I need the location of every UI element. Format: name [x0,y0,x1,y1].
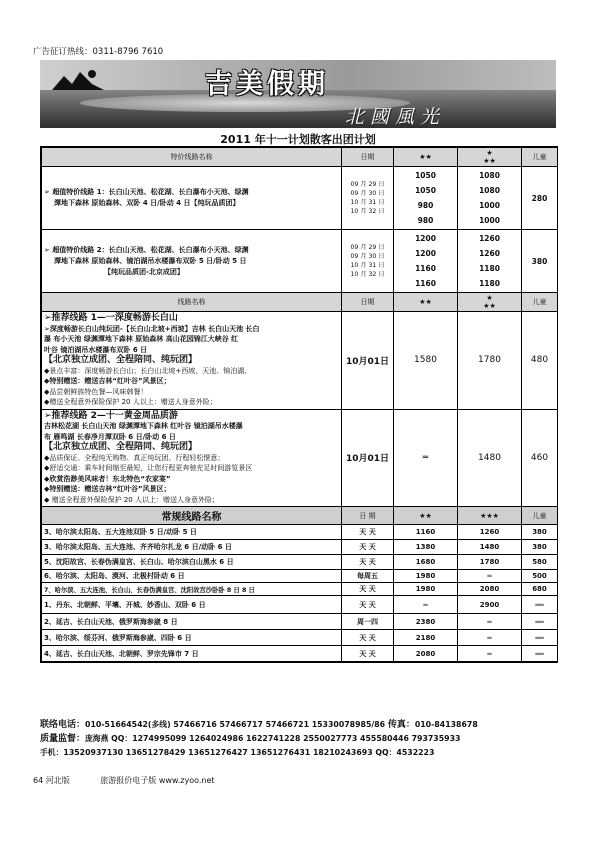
regular-route-date: 天 天 [342,540,394,555]
regular-route-date: 天 天 [342,525,394,540]
regular-route-name: 6、哈尔滨、太阳岛、漠河、北极村卧动 6 日 [42,570,342,583]
recommend-route-1-child: 480 [522,312,558,410]
recommend-route-1-price-2star: 1580 [394,312,458,410]
regular-route-price-2star: 1980 [394,570,458,583]
special-header-row [42,148,558,167]
regular-route-price-3star: 2900 [458,596,522,614]
regular-route-price-3star: 1780 [458,555,522,570]
col-child: 儿童 [522,507,558,525]
regular-route-name: 4、延吉、长白山天池、北朝鲜、罗宗先锋市 7 日 [42,646,342,662]
regular-route-child: 380 [522,540,558,555]
schedule-table [40,146,558,663]
table-row [42,630,558,646]
table-row [42,312,558,410]
regular-route-price-3star: 1260 [458,525,522,540]
special-route-1-dates: 09 月 29 日 09 月 30 日 10 月 31 日 10 月 32 日 [342,167,394,230]
col-3star: ★ ★★ [458,293,522,312]
regular-route-price-2star: 2180 [394,630,458,646]
regular-route-child: ══ [522,596,558,614]
regular-route-price-3star: 2080 [458,583,522,596]
special-route-1-price-2star: 1050 1050 980 980 [394,167,458,230]
regular-route-date: 每周五 [342,570,394,583]
special-route-1-price-3star: 1080 1080 1000 1000 [458,167,522,230]
table-row [42,167,558,230]
special-route-2-dates: 09 月 29 日 09 月 30 日 10 月 31 日 10 月 32 日 [342,230,394,293]
regular-route-name: 2、延吉、长白山天池、俄罗斯海参崴 8 日 [42,614,342,630]
col-route-name: 线路名称 [42,293,342,312]
recommend-header-row [42,293,558,312]
regular-route-child: 380 [522,525,558,540]
table-row [42,540,558,555]
col-route-name: 常规线路名称 [42,507,342,525]
regular-route-price-2star: ═ [394,596,458,614]
regular-route-price-2star: 2380 [394,614,458,630]
col-3star: ★★★ [458,507,522,525]
recommend-route-2-price-3star: 1480 [458,409,522,507]
table-row [42,525,558,540]
contact-mobile-line: 手机：13520937130 13651278429 13651276427 13651276431 18210243693 QQ：4532223 [40,748,435,757]
regular-route-price-3star: ═ [458,646,522,662]
regular-route-price-2star: 1380 [394,540,458,555]
regular-route-price-2star: 1160 [394,525,458,540]
company-logo-icon [52,68,104,90]
col-child: 儿童 [522,148,558,167]
plan-title: 2011 年十一计划散客出团计划 [220,133,376,146]
special-route-1-child: 280 [522,167,558,230]
col-route-name: 特价线路名称 [42,148,342,167]
col-3star: ★ ★★ [458,148,522,167]
regular-route-child: ══ [522,646,558,662]
table-row [42,596,558,614]
regular-header-row [42,507,558,525]
recommend-route-2-child: 460 [522,409,558,507]
table-row [42,409,558,507]
regular-route-name: 1、丹东、北朝鲜、平壤、开城、妙香山、双卧 6 日 [42,596,342,614]
regular-route-price-2star: 1680 [394,555,458,570]
table-row [42,646,558,662]
regular-route-name: 3、哈尔滨、绥芬河、俄罗斯海参崴、四卧 6 日 [42,630,342,646]
regular-route-child: ══ [522,614,558,630]
col-child: 儿童 [522,293,558,312]
page-number: 64 河北版 [33,776,70,785]
recommend-route-2-price-2star: ═ [394,409,458,507]
banner-image [40,60,556,128]
table-row [42,555,558,570]
special-route-2: ➢ 超值特价线路 2：长白山天池、松花湖、长白瀑布小天池、绿渊 潭地下森林 原始森林、镜泊湖吊水楼瀑布双卧 5 日/卧动 5 日 【纯玩品质团-北京成团】 [42,230,342,293]
special-route-1: ➢ 超值特价线路 1：长白山天池、松花湖、长白瀑布小天池、绿渊 潭地下森林 原始森林、双卧 4 日/卧动 4 日【纯玩品质团】 [42,167,342,230]
regular-route-date: 天 天 [342,596,394,614]
banner-subtitle: 北國風光 [345,106,446,128]
contact-phone-line: 联络电话：010-51664542(多线) 57466716 57466717 57466721 15330078985/86 传真：010-84138678 [40,720,478,730]
table-row [42,583,558,596]
col-date: 日 期 [342,507,394,525]
regular-route-name: 7、哈尔滨、五大连池、长白山、长春伪满皇宫、沈阳故宫沙卧卧 8 日 8 日 [42,583,342,596]
regular-route-price-3star: ═ [458,570,522,583]
regular-route-date: 天 天 [342,583,394,596]
special-route-2-child: 380 [522,230,558,293]
recommend-route-2: ➢推荐线路 2—十一黄金周品质游 吉林松花湖 长白山天池 绿渊潭地下森林 红叶谷 镜泊湖吊水楼瀑 布 雁鸣湖 长春净月潭双卧 6 日/卧动 6 日 【北京独立成团、全程陪同、纯玩团】 ◆品质保证、全程纯无购物、真正纯玩团、行程轻松惬意； ◆舒适交通：乘车时间缩至最短，让您行程更奔驰充足时间游览景区 ◆欣赏浩渺美风味者！东北特色“农家宴” ◆特别赠送：赠送吉林“红叶谷”风景区； ◆ 赠送全程意外保险保护 20 人以上：赠送人身意外险； [42,409,342,507]
regular-route-name: 3、哈尔滨太阳岛、五大连池双卧 5 日/动卧 5 日 [42,525,342,540]
regular-route-date: 天 天 [342,646,394,662]
banner-title: 吉美假期 [205,69,329,100]
special-route-2-price-3star: 1260 1260 1180 1180 [458,230,522,293]
col-date: 日期 [342,148,394,167]
col-2star: ★★ [394,293,458,312]
recommend-route-1-date: 10月01日 [342,312,394,410]
table-row [42,230,558,293]
col-2star: ★★ [394,507,458,525]
special-route-2-price-2star: 1200 1200 1160 1160 [394,230,458,293]
col-2star: ★★ [394,148,458,167]
col-date: 日期 [342,293,394,312]
regular-route-date: 周一四 [342,614,394,630]
regular-route-name: 3、哈尔滨太阳岛、五大连池、齐齐哈尔扎龙 6 日/动卧 6 日 [42,540,342,555]
regular-route-child: 680 [522,583,558,596]
regular-route-date: 天 天 [342,555,394,570]
regular-route-price-3star: ═ [458,614,522,630]
regular-route-price-3star: ═ [458,630,522,646]
regular-route-price-2star: 2080 [394,646,458,662]
regular-route-date: 天 天 [342,630,394,646]
regular-route-child: 500 [522,570,558,583]
ad-hotline: 广告征订热线：0311-8796 7610 [33,47,164,57]
regular-route-name: 5、沈阳故宫、长春伪满皇宫、长白山、哈尔滨白山黑水 6 日 [42,555,342,570]
regular-route-child: 580 [522,555,558,570]
site-name: 旅游报价电子版 www.zyoo.net [100,776,215,785]
table-row [42,614,558,630]
recommend-route-2-date: 10月01日 [342,409,394,507]
contact-block [40,718,556,759]
recommend-route-1-price-3star: 1780 [458,312,522,410]
table-row [42,570,558,583]
regular-route-price-3star: 1480 [458,540,522,555]
regular-route-child: ══ [522,630,558,646]
recommend-route-1: ➢推荐线路 1—一深度畅游长白山 ➢深度畅游长白山纯玩团-【长白山北坡+西坡】吉林 长白山天池 长白 瀑 布小天池 绿渊潭地下森林 原始森林 高山花园锦江大峡谷 红 叶谷 镜泊湖吊水楼瀑布双卧 6 日 【北京独立成团、全程陪同、纯玩团】 ◆景点丰富：深度畅游长白山；长白山北坡+西坡、天池、锦泊湖、 ◆特别赠送：赠送吉林“红叶谷”风景区； ◆品尝朝鲜族特色餐—风味韩餐！ ◆赠送全程意外保险保护 20 人以上：赠送人身意外险； [42,312,342,410]
contact-qc-line: 质量监督：庞海燕 QQ：1274995099 1264024986 1622741228 2550027773 455580446 793735933 [40,734,461,744]
page-footer [33,775,215,786]
regular-route-price-2star: 1980 [394,583,458,596]
